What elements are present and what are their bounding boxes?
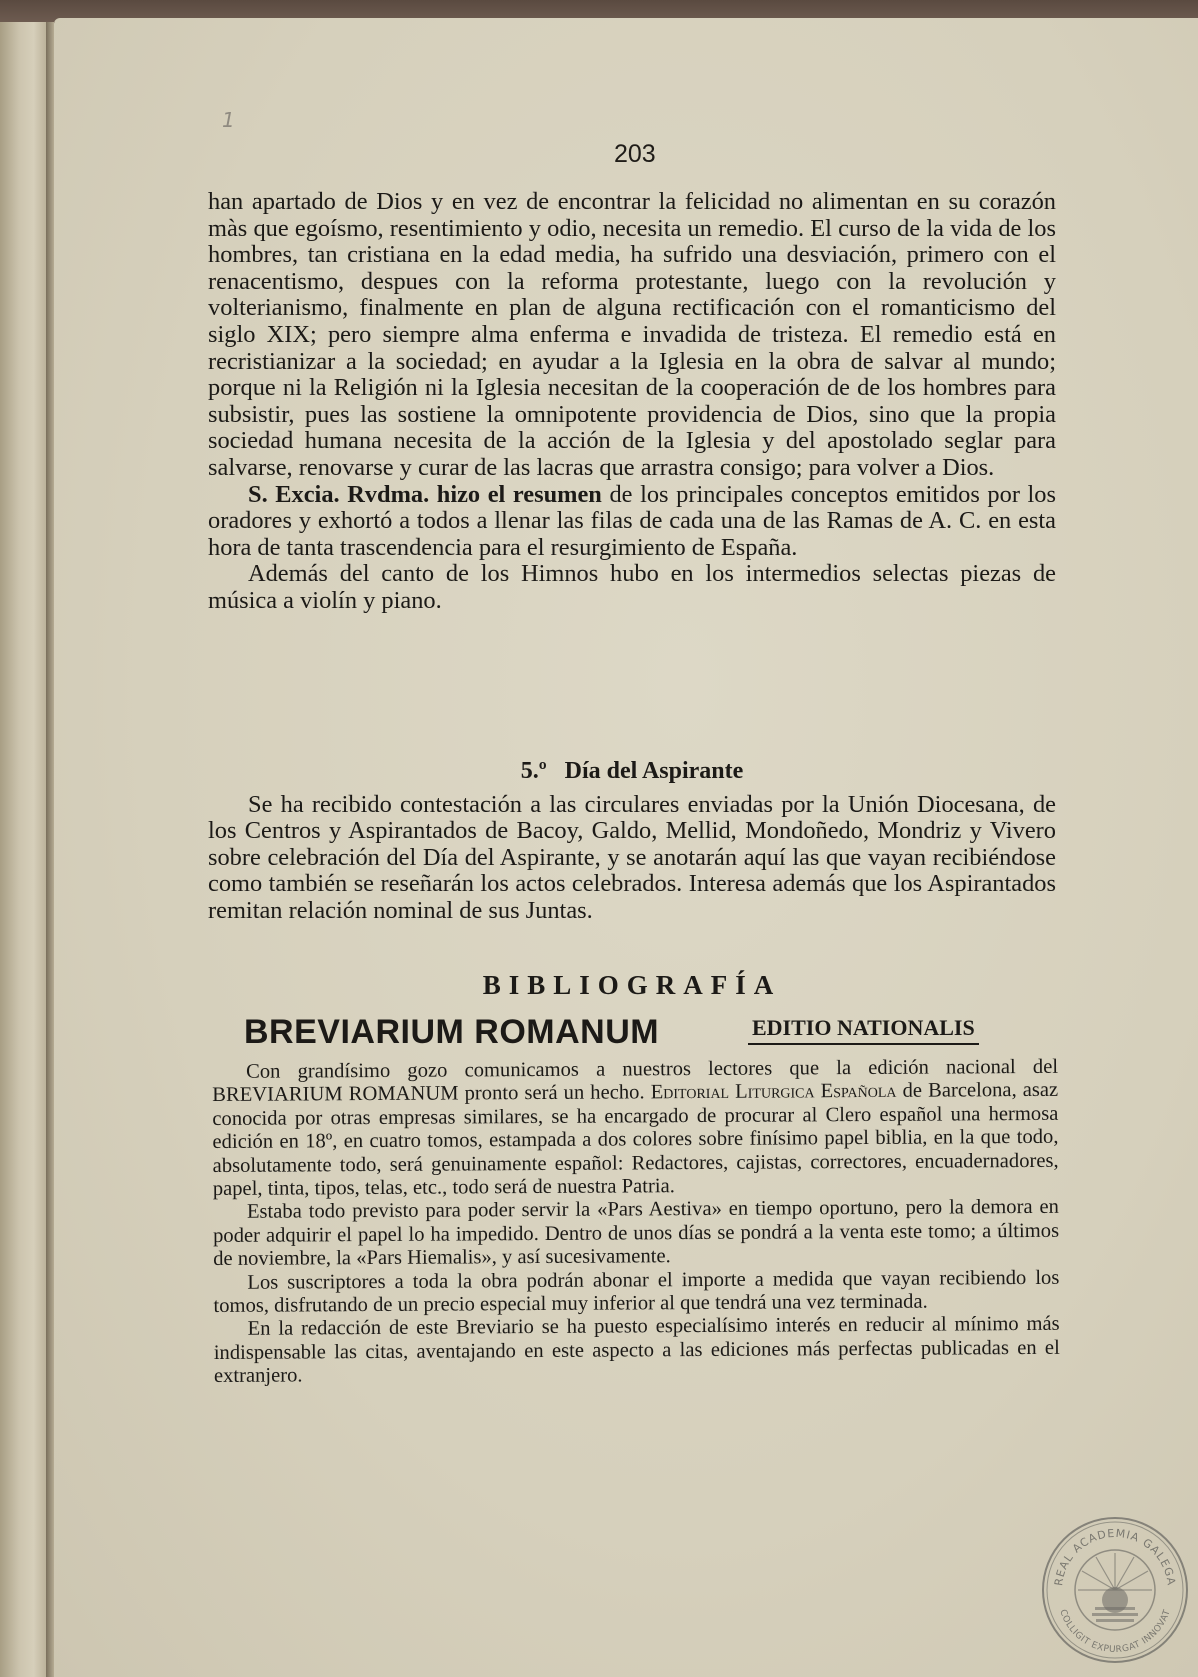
aspirante-paragraph: Se ha recibido contestación a las circulares enviadas por la Unión Diocesana, de los Centros y Aspirantados de Bacoy, Galdo, Mellid, Mondoñedo, Mondriz y Vivero sobre celebración del Día del Aspirante, y se anotarán aquí las que vayan recibiéndose como también se reseñarán los actos celebrados. Interesa además que los Aspirantados remitan relación nominal de sus Juntas.: [208, 791, 1056, 924]
biblio-paragraph-1: [212, 1056, 1059, 1202]
himnos-paragraph: Además del canto de los Himnos hubo en los intermedios selectas piezas de música a violín y piano.: [208, 560, 1056, 614]
resumen-lead: S. Excia. Rvdma. hizo el resumen: [248, 480, 602, 508]
stamp-top-text: REAL ACADEMIA GALEGA: [1052, 1526, 1178, 1587]
stamp-bottom-text: COLLIGIT EXPURGAT INNOVAT: [1057, 1608, 1173, 1656]
publisher-name: Editorial Liturgica Española: [650, 1080, 897, 1104]
resumen-text: de los principales conceptos emitidos por los oradores y exhortó a todos a llenar las filas de cada una de las Ramas de A. C. en esta hora de tanta trascendencia para el resurgimiento de España.: [208, 480, 1056, 561]
intro-paragraph: han apartado de Dios y en vez de encontrar la felicidad no alimentan en su corazón màs que egoísmo, resentimiento y odio, necesita un remedio. El curso de la vida de los hombres, tan cristiana en la edad media, ha sufrido una desviación, primero con el renacentismo, despues con la reforma protestante, luego con la revolución y volterianismo, finalmente en plan de alguna rectificación con el romanticismo del siglo XIX; pero siempre alma enferma e invadida de tristeza. El remedio está en recristianizar a la sociedad; en ayudar a la Iglesia en la obra de salvar al mundo; porque ni la Religión ni la Iglesia necesitan de la cooperación de de los hombres para subsistir, pues las sostiene la omnipotente providencia de Dios, sino que la propia sociedad humana necesita de la acción de la Iglesia y del apostolado seglar para salvarse, renovarse y curar de las lacras que arrastra consigo; para volver a Dios.: [208, 188, 1056, 481]
library-stamp-icon: [1040, 1515, 1190, 1665]
resumen-paragraph: [208, 482, 1056, 562]
main-text-block: [208, 189, 1056, 615]
biblio-p1-end: de Barcelona, asaz conocida por otras empresas similares, se ha encargado de procurar al Clero español una hermosa edición en 18º, en cuatro tomos, estampada a dos colores sobre finísimo papel biblia, en la que todo, absolutamente todo, será genuinamente español: Redactores, cajistas, correctores, encuadernadores, papel, tinta, tipos, telas, etc., todo será de nuestra Patria.: [212, 1079, 1059, 1201]
section-title: Día del Aspirante: [564, 758, 744, 784]
biblio-paragraph-3: Los suscriptores a toda la obra podrán abonar el importe a medida que vayan recibiendo los tomos, disfrutando de un precio especial muy inferior al que tendrá una vez terminada.: [213, 1266, 1060, 1318]
section-5-heading: [208, 758, 1056, 785]
biblio-paragraph-2: Estaba todo previsto para poder servir la «Pars Aestiva» en tiempo oportuno, pero la demora en poder adquirir el papel lo ha impedido. Dentro de unos días se pondrá a la venta este tomo; a últimos de noviembre, la «Pars Hiemalis», y así sucesivamente.: [213, 1196, 1060, 1271]
breviarium-title: BREVIARIUM ROMANUM: [244, 1013, 660, 1051]
page-gutter-shadow: [46, 22, 54, 1677]
biblio-p1-start: Con grandísimo gozo comunicamos a nuestros lectores que la edición nacional del BREVIARIUM ROMANUM pronto será un hecho.: [212, 1055, 1059, 1107]
breviarium-edition: EDITIO NATIONALIS: [748, 1015, 979, 1045]
section-number: 5.º: [520, 758, 547, 784]
bibliografia-text-block: [212, 1056, 1060, 1389]
page-number: 203: [614, 140, 656, 168]
biblio-paragraph-4: En la redacción de este Breviario se ha puesto especialísimo interés en reducir al mínimo más indispensable las citas, aventajando en este aspecto a las ediciones más perfectas publicadas en el extranjero.: [213, 1313, 1060, 1388]
bibliografia-heading: BIBLIOGRAFÍA: [482, 970, 782, 1000]
previous-page-edge: [0, 22, 48, 1677]
pencil-annotation: 1: [222, 108, 235, 132]
